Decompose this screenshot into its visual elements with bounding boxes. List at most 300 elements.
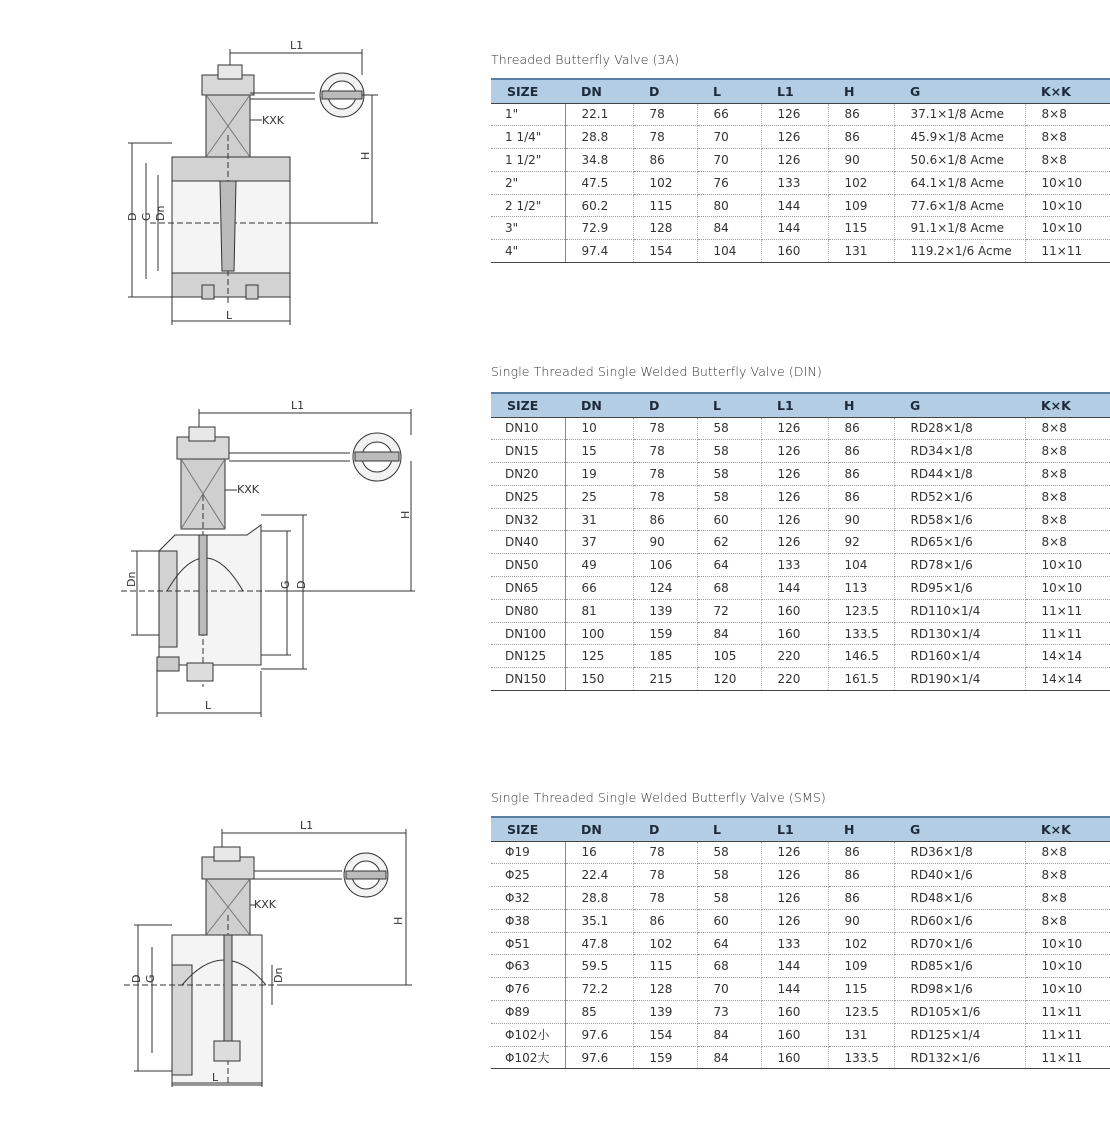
table-cell: 78: [633, 864, 697, 887]
table-cell: 70: [697, 149, 761, 172]
table-cell: 131: [828, 1023, 894, 1046]
size-cell: Φ102小: [491, 1023, 565, 1046]
table-cell: 10×10: [1025, 194, 1110, 217]
table-header-row: [491, 393, 1110, 417]
table-cell: 126: [761, 508, 828, 531]
table-header-row: [491, 79, 1110, 103]
column-header: G: [894, 817, 1025, 841]
table-cell: 102: [828, 171, 894, 194]
table-cell: 28.8: [565, 887, 633, 910]
valve-drawing-sms: [120, 815, 415, 1090]
table-cell: 47.8: [565, 932, 633, 955]
table-cell: 85: [565, 1001, 633, 1024]
table-cell: 62: [697, 531, 761, 554]
table-row: [491, 1046, 1110, 1069]
table-row: [491, 668, 1110, 691]
column-header: H: [828, 79, 894, 103]
dim-label-d: D: [130, 974, 143, 983]
table-cell: 78: [633, 440, 697, 463]
size-cell: DN10: [491, 417, 565, 440]
column-header: L: [697, 393, 761, 417]
table-cell: 126: [761, 417, 828, 440]
dim-label-l: L: [205, 699, 212, 712]
column-header: L: [697, 817, 761, 841]
table-cell: 160: [761, 1023, 828, 1046]
table-cell: 109: [828, 955, 894, 978]
dim-label-h: H: [399, 510, 412, 519]
table-cell: 220: [761, 645, 828, 668]
table-cell: 91.1×1/8 Acme: [894, 217, 1025, 240]
table-cell: 68: [697, 577, 761, 600]
size-cell: DN25: [491, 485, 565, 508]
column-header: K×K: [1025, 393, 1110, 417]
table-cell: RD28×1/8: [894, 417, 1025, 440]
table-cell: 64.1×1/8 Acme: [894, 171, 1025, 194]
table-cell: 78: [633, 841, 697, 864]
table-row: [491, 909, 1110, 932]
table-cell: 115: [828, 217, 894, 240]
size-cell: Φ51: [491, 932, 565, 955]
table-cell: 8×8: [1025, 909, 1110, 932]
dim-label-l1: L1: [291, 399, 305, 412]
size-cell: DN100: [491, 622, 565, 645]
table-cell: 14×14: [1025, 668, 1110, 691]
table-cell: 68: [697, 955, 761, 978]
table-cell: RD160×1/4: [894, 645, 1025, 668]
table-cell: 102: [633, 171, 697, 194]
table-cell: 97.6: [565, 1023, 633, 1046]
table-cell: 86: [633, 909, 697, 932]
table-cell: 104: [697, 240, 761, 263]
table-cell: 86: [828, 417, 894, 440]
table-cell: 220: [761, 668, 828, 691]
table-row: [491, 531, 1110, 554]
spec-table-3a: [491, 78, 1110, 263]
table-cell: 160: [761, 240, 828, 263]
table-cell: 120: [697, 668, 761, 691]
column-header: DN: [565, 817, 633, 841]
table-cell: 86: [828, 841, 894, 864]
table-cell: RD48×1/6: [894, 887, 1025, 910]
table-cell: 35.1: [565, 909, 633, 932]
table-cell: 8×8: [1025, 149, 1110, 172]
table-cell: 86: [828, 440, 894, 463]
table-cell: 124: [633, 577, 697, 600]
table-cell: 59.5: [565, 955, 633, 978]
table-row: [491, 171, 1110, 194]
table-cell: 154: [633, 1023, 697, 1046]
dim-label-kxk: KXK: [237, 483, 259, 496]
table-cell: 105: [697, 645, 761, 668]
dim-label-kxk: KXK: [254, 898, 276, 911]
table-cell: 60.2: [565, 194, 633, 217]
table-cell: 28.8: [565, 126, 633, 149]
table-cell: 144: [761, 955, 828, 978]
column-header: D: [633, 79, 697, 103]
table-row: [491, 1001, 1110, 1024]
table-row: [491, 126, 1110, 149]
table-cell: RD98×1/6: [894, 978, 1025, 1001]
table-cell: 10×10: [1025, 217, 1110, 240]
table-cell: 126: [761, 440, 828, 463]
table-row: [491, 955, 1110, 978]
table-cell: 102: [828, 932, 894, 955]
size-cell: 3": [491, 217, 565, 240]
table-cell: 11×11: [1025, 1023, 1110, 1046]
valve-drawing-din: [115, 395, 420, 720]
table-cell: 126: [761, 864, 828, 887]
table-cell: 60: [697, 909, 761, 932]
table-row: [491, 887, 1110, 910]
table-cell: 10×10: [1025, 554, 1110, 577]
table-cell: 84: [697, 217, 761, 240]
table-cell: 77.6×1/8 Acme: [894, 194, 1025, 217]
table-row: [491, 149, 1110, 172]
table-cell: 86: [828, 126, 894, 149]
table-cell: RD44×1/8: [894, 463, 1025, 486]
dim-label-dn: Dn: [272, 967, 285, 983]
table-cell: 8×8: [1025, 417, 1110, 440]
table-cell: RD125×1/4: [894, 1023, 1025, 1046]
table-row: [491, 645, 1110, 668]
column-header: L1: [761, 817, 828, 841]
dim-label-d: D: [295, 580, 308, 589]
table-cell: 139: [633, 1001, 697, 1024]
size-cell: 4": [491, 240, 565, 263]
table-cell: 14×14: [1025, 645, 1110, 668]
table-cell: 78: [633, 417, 697, 440]
table-cell: 10×10: [1025, 978, 1110, 1001]
table-cell: RD58×1/6: [894, 508, 1025, 531]
table-cell: 160: [761, 1046, 828, 1069]
table-cell: 8×8: [1025, 440, 1110, 463]
table-cell: RD132×1/6: [894, 1046, 1025, 1069]
table-cell: 119.2×1/6 Acme: [894, 240, 1025, 263]
table-cell: 97.4: [565, 240, 633, 263]
table-cell: 64: [697, 554, 761, 577]
table-cell: 10: [565, 417, 633, 440]
table-cell: 100: [565, 622, 633, 645]
table-cell: 86: [633, 149, 697, 172]
table-cell: 123.5: [828, 1001, 894, 1024]
table-cell: RD110×1/4: [894, 599, 1025, 622]
table-cell: 133: [761, 932, 828, 955]
size-cell: DN40: [491, 531, 565, 554]
table-cell: 64: [697, 932, 761, 955]
table-cell: 60: [697, 508, 761, 531]
table-cell: 31: [565, 508, 633, 531]
table-row: [491, 240, 1110, 263]
table-cell: 133: [761, 554, 828, 577]
table-cell: 8×8: [1025, 485, 1110, 508]
dim-label-g: G: [140, 212, 153, 221]
table-cell: 22.1: [565, 103, 633, 126]
spec-table-sms: [491, 816, 1110, 1069]
table-cell: 25: [565, 485, 633, 508]
table-cell: 144: [761, 217, 828, 240]
table-cell: 146.5: [828, 645, 894, 668]
table-cell: 11×11: [1025, 240, 1110, 263]
table-cell: 8×8: [1025, 126, 1110, 149]
table-cell: 115: [633, 955, 697, 978]
table-header-row: [491, 817, 1110, 841]
table-cell: RD70×1/6: [894, 932, 1025, 955]
section-title: Single Threaded Single Welded Butterfly Valve (SMS): [491, 790, 826, 805]
column-header: DN: [565, 393, 633, 417]
column-header: K×K: [1025, 817, 1110, 841]
table-row: [491, 417, 1110, 440]
table-cell: 90: [633, 531, 697, 554]
table-cell: 144: [761, 194, 828, 217]
table-cell: 86: [828, 463, 894, 486]
size-cell: 2 1/2": [491, 194, 565, 217]
dim-label-h: H: [359, 151, 372, 160]
dim-label-l: L: [212, 1071, 219, 1084]
table-cell: 84: [697, 1046, 761, 1069]
table-cell: 10×10: [1025, 955, 1110, 978]
dim-label-dn: Dn: [154, 205, 167, 221]
table-cell: 126: [761, 103, 828, 126]
table-cell: 66: [565, 577, 633, 600]
table-cell: 150: [565, 668, 633, 691]
table-cell: 115: [633, 194, 697, 217]
table-cell: 49: [565, 554, 633, 577]
table-cell: 86: [633, 508, 697, 531]
size-cell: DN32: [491, 508, 565, 531]
table-row: [491, 932, 1110, 955]
table-cell: 102: [633, 932, 697, 955]
column-header: L1: [761, 79, 828, 103]
table-cell: 8×8: [1025, 508, 1110, 531]
table-cell: 92: [828, 531, 894, 554]
size-cell: DN80: [491, 599, 565, 622]
table-cell: 78: [633, 126, 697, 149]
size-cell: Φ38: [491, 909, 565, 932]
column-header: G: [894, 393, 1025, 417]
table-cell: RD78×1/6: [894, 554, 1025, 577]
table-row: [491, 217, 1110, 240]
table-cell: 128: [633, 978, 697, 1001]
table-cell: 58: [697, 417, 761, 440]
table-row: [491, 554, 1110, 577]
table-row: [491, 841, 1110, 864]
table-cell: 144: [761, 978, 828, 1001]
table-cell: RD95×1/6: [894, 577, 1025, 600]
table-cell: 37: [565, 531, 633, 554]
table-cell: 90: [828, 909, 894, 932]
column-header: DN: [565, 79, 633, 103]
table-cell: 76: [697, 171, 761, 194]
table-cell: 159: [633, 1046, 697, 1069]
table-cell: 160: [761, 1001, 828, 1024]
column-header: D: [633, 393, 697, 417]
table-row: [491, 864, 1110, 887]
table-cell: 126: [761, 485, 828, 508]
column-header: SIZE: [491, 817, 565, 841]
table-cell: 45.9×1/8 Acme: [894, 126, 1025, 149]
dim-label-kxk: KXK: [262, 114, 284, 127]
table-cell: 126: [761, 149, 828, 172]
table-cell: 161.5: [828, 668, 894, 691]
table-cell: 11×11: [1025, 622, 1110, 645]
table-row: [491, 440, 1110, 463]
spec-table-din: [491, 392, 1110, 691]
size-cell: Φ25: [491, 864, 565, 887]
table-cell: 144: [761, 577, 828, 600]
table-cell: 90: [828, 508, 894, 531]
column-header: L1: [761, 393, 828, 417]
table-cell: 22.4: [565, 864, 633, 887]
table-row: [491, 485, 1110, 508]
table-cell: 106: [633, 554, 697, 577]
table-cell: 58: [697, 485, 761, 508]
table-cell: 126: [761, 531, 828, 554]
table-cell: 215: [633, 668, 697, 691]
table-cell: 8×8: [1025, 887, 1110, 910]
size-cell: Φ19: [491, 841, 565, 864]
table-cell: 19: [565, 463, 633, 486]
table-cell: 70: [697, 126, 761, 149]
dim-label-dn: Dn: [125, 571, 138, 587]
table-cell: 8×8: [1025, 463, 1110, 486]
table-cell: 109: [828, 194, 894, 217]
table-cell: 81: [565, 599, 633, 622]
size-cell: DN15: [491, 440, 565, 463]
table-cell: 58: [697, 887, 761, 910]
column-header: SIZE: [491, 79, 565, 103]
table-row: [491, 599, 1110, 622]
table-cell: 72.2: [565, 978, 633, 1001]
column-header: G: [894, 79, 1025, 103]
table-cell: 90: [828, 149, 894, 172]
size-cell: DN65: [491, 577, 565, 600]
table-cell: 8×8: [1025, 841, 1110, 864]
dim-label-l: L: [226, 309, 233, 322]
table-cell: 126: [761, 126, 828, 149]
size-cell: Φ63: [491, 955, 565, 978]
table-cell: 78: [633, 887, 697, 910]
table-cell: 86: [828, 485, 894, 508]
table-cell: RD85×1/6: [894, 955, 1025, 978]
column-header: SIZE: [491, 393, 565, 417]
table-cell: 86: [828, 103, 894, 126]
table-row: [491, 103, 1110, 126]
dim-label-d: D: [126, 212, 139, 221]
table-cell: RD40×1/6: [894, 864, 1025, 887]
section-title: Single Threaded Single Welded Butterfly Valve (DIN): [491, 364, 822, 379]
size-cell: Φ89: [491, 1001, 565, 1024]
table-cell: 86: [828, 864, 894, 887]
table-cell: 78: [633, 463, 697, 486]
table-cell: 86: [828, 887, 894, 910]
table-cell: 128: [633, 217, 697, 240]
table-cell: 66: [697, 103, 761, 126]
table-cell: 80: [697, 194, 761, 217]
table-cell: 113: [828, 577, 894, 600]
table-cell: 10×10: [1025, 932, 1110, 955]
column-header: K×K: [1025, 79, 1110, 103]
table-cell: 47.5: [565, 171, 633, 194]
table-cell: 58: [697, 841, 761, 864]
section-title: Threaded Butterfly Valve (3A): [491, 52, 680, 67]
table-cell: 133: [761, 171, 828, 194]
valve-drawing-3a: [110, 35, 390, 330]
table-row: [491, 978, 1110, 1001]
table-cell: 34.8: [565, 149, 633, 172]
table-cell: 126: [761, 841, 828, 864]
table-cell: 58: [697, 440, 761, 463]
table-cell: 11×11: [1025, 1046, 1110, 1069]
table-row: [491, 577, 1110, 600]
table-cell: 73: [697, 1001, 761, 1024]
table-cell: 133.5: [828, 1046, 894, 1069]
table-cell: RD52×1/6: [894, 485, 1025, 508]
table-row: [491, 463, 1110, 486]
table-row: [491, 508, 1110, 531]
dim-label-h: H: [392, 916, 405, 925]
table-cell: 84: [697, 622, 761, 645]
size-cell: DN50: [491, 554, 565, 577]
table-cell: 125: [565, 645, 633, 668]
table-cell: RD65×1/6: [894, 531, 1025, 554]
size-cell: Φ102大: [491, 1046, 565, 1069]
table-cell: 8×8: [1025, 864, 1110, 887]
table-cell: RD190×1/4: [894, 668, 1025, 691]
table-cell: 16: [565, 841, 633, 864]
table-cell: 185: [633, 645, 697, 668]
column-header: H: [828, 393, 894, 417]
dim-label-l1: L1: [300, 819, 314, 832]
table-cell: 126: [761, 909, 828, 932]
table-cell: 160: [761, 599, 828, 622]
table-cell: 72.9: [565, 217, 633, 240]
size-cell: 1 1/2": [491, 149, 565, 172]
table-cell: RD60×1/6: [894, 909, 1025, 932]
column-header: D: [633, 817, 697, 841]
column-header: L: [697, 79, 761, 103]
table-cell: 97.6: [565, 1046, 633, 1069]
table-cell: 78: [633, 485, 697, 508]
size-cell: Φ76: [491, 978, 565, 1001]
table-cell: 11×11: [1025, 1001, 1110, 1024]
table-cell: 8×8: [1025, 103, 1110, 126]
table-cell: RD34×1/8: [894, 440, 1025, 463]
table-row: [491, 622, 1110, 645]
table-cell: 50.6×1/8 Acme: [894, 149, 1025, 172]
column-header: H: [828, 817, 894, 841]
table-cell: 8×8: [1025, 531, 1110, 554]
table-cell: RD105×1/6: [894, 1001, 1025, 1024]
table-cell: 123.5: [828, 599, 894, 622]
table-cell: 58: [697, 463, 761, 486]
table-cell: 10×10: [1025, 171, 1110, 194]
table-cell: 154: [633, 240, 697, 263]
table-cell: 70: [697, 978, 761, 1001]
dim-label-g: G: [144, 974, 157, 983]
size-cell: 1": [491, 103, 565, 126]
table-cell: 133.5: [828, 622, 894, 645]
size-cell: Φ32: [491, 887, 565, 910]
size-cell: DN20: [491, 463, 565, 486]
dim-label-l1: L1: [290, 39, 304, 52]
table-cell: 126: [761, 887, 828, 910]
table-cell: 131: [828, 240, 894, 263]
size-cell: 1 1/4": [491, 126, 565, 149]
table-cell: 78: [633, 103, 697, 126]
table-cell: 115: [828, 978, 894, 1001]
table-cell: 139: [633, 599, 697, 622]
table-cell: 10×10: [1025, 577, 1110, 600]
